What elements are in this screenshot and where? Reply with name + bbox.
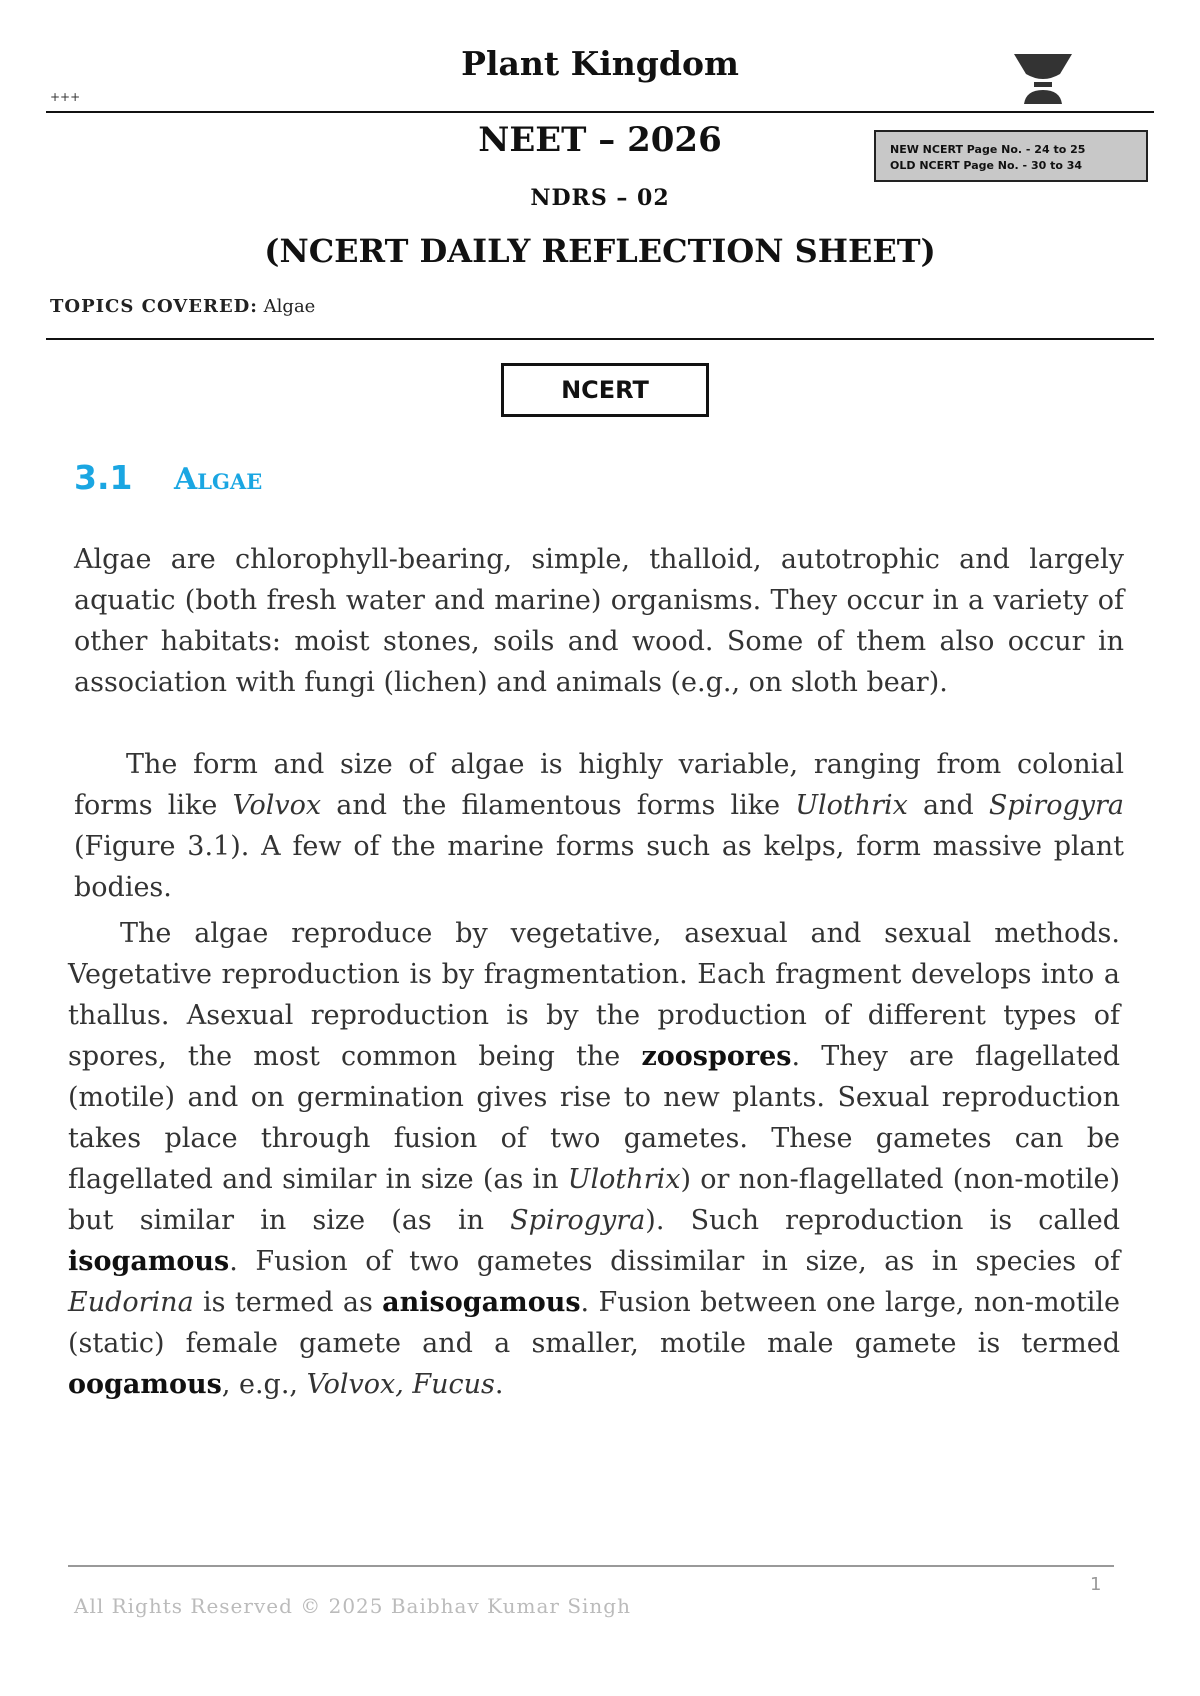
paragraph-form-size: The form and size of algae is highly variable, ranging from colonial forms like Volvox and the filamentous forms like Ulothrix and Spirogyra (Figure 3.1). A few of the marine forms such as kelps, form massive plant bodies.	[74, 749, 1124, 903]
section-title: Algae	[174, 462, 263, 497]
exam-title: NEET – 2026	[478, 120, 722, 160]
page-number: 1	[1090, 1574, 1102, 1595]
topics-covered	[50, 296, 315, 317]
new-ncert-page-ref: NEW NCERT Page No. - 24 to 25	[890, 143, 1086, 156]
paragraph-intro: Algae are chlorophyll-bearing, simple, thalloid, autotrophic and largely aquatic (both fresh water and marine) organisms. They occur in a variety of other habitats: moist stones, soils and wood. Some of them also occur in association with fungi (lichen) and animals (e.g., on sloth bear).	[74, 544, 1124, 698]
topics-label: TOPICS COVERED:	[50, 296, 258, 317]
section-number: 3.1	[74, 458, 133, 497]
chapter-title: Plant Kingdom	[461, 44, 739, 83]
paragraph-reproduction: The algae reproduce by vegetative, asexual and sexual methods. Vegetative reproduction is by fragmentation. Each fragment develops into a thallus. Asexual reproduction is by the production of different types of spores, the most common being the zoospores. They are flagellated (motile) and on germination gives rise to new plants. Sexual reproduction takes place through fusion of two gametes. These gametes can be flagellated and similar in size (as in Ulothrix) or non-flagellated (non-motile) but similar in size (as in Spirogyra). Such reproduction is called isogamous. Fusion of two gametes dissimilar in size, as in species of Eudorina is termed as anisogamous. Fusion between one large, non-motile (static) female gamete and a smaller, motile male gamete is termed oogamous, e.g., Volvox, Fucus.	[68, 918, 1121, 1400]
copyright-notice: All Rights Reserved © 2025 Baibhav Kumar Singh	[74, 1594, 631, 1618]
topics-value: Algae	[263, 296, 316, 317]
ncert-page-reference-box	[874, 130, 1148, 182]
sheet-title: (NCERT DAILY REFLECTION SHEET)	[264, 232, 936, 270]
header-marks: +++	[50, 90, 81, 104]
footer-rule	[68, 1565, 1114, 1567]
old-ncert-page-ref: OLD NCERT Page No. - 30 to 34	[890, 159, 1083, 172]
trophy-cup-icon	[1012, 52, 1074, 104]
ncert-badge: NCERT	[501, 363, 709, 417]
topics-rule	[46, 338, 1154, 340]
header-rule	[46, 111, 1154, 113]
sheet-code: NDRS – 02	[530, 185, 670, 211]
